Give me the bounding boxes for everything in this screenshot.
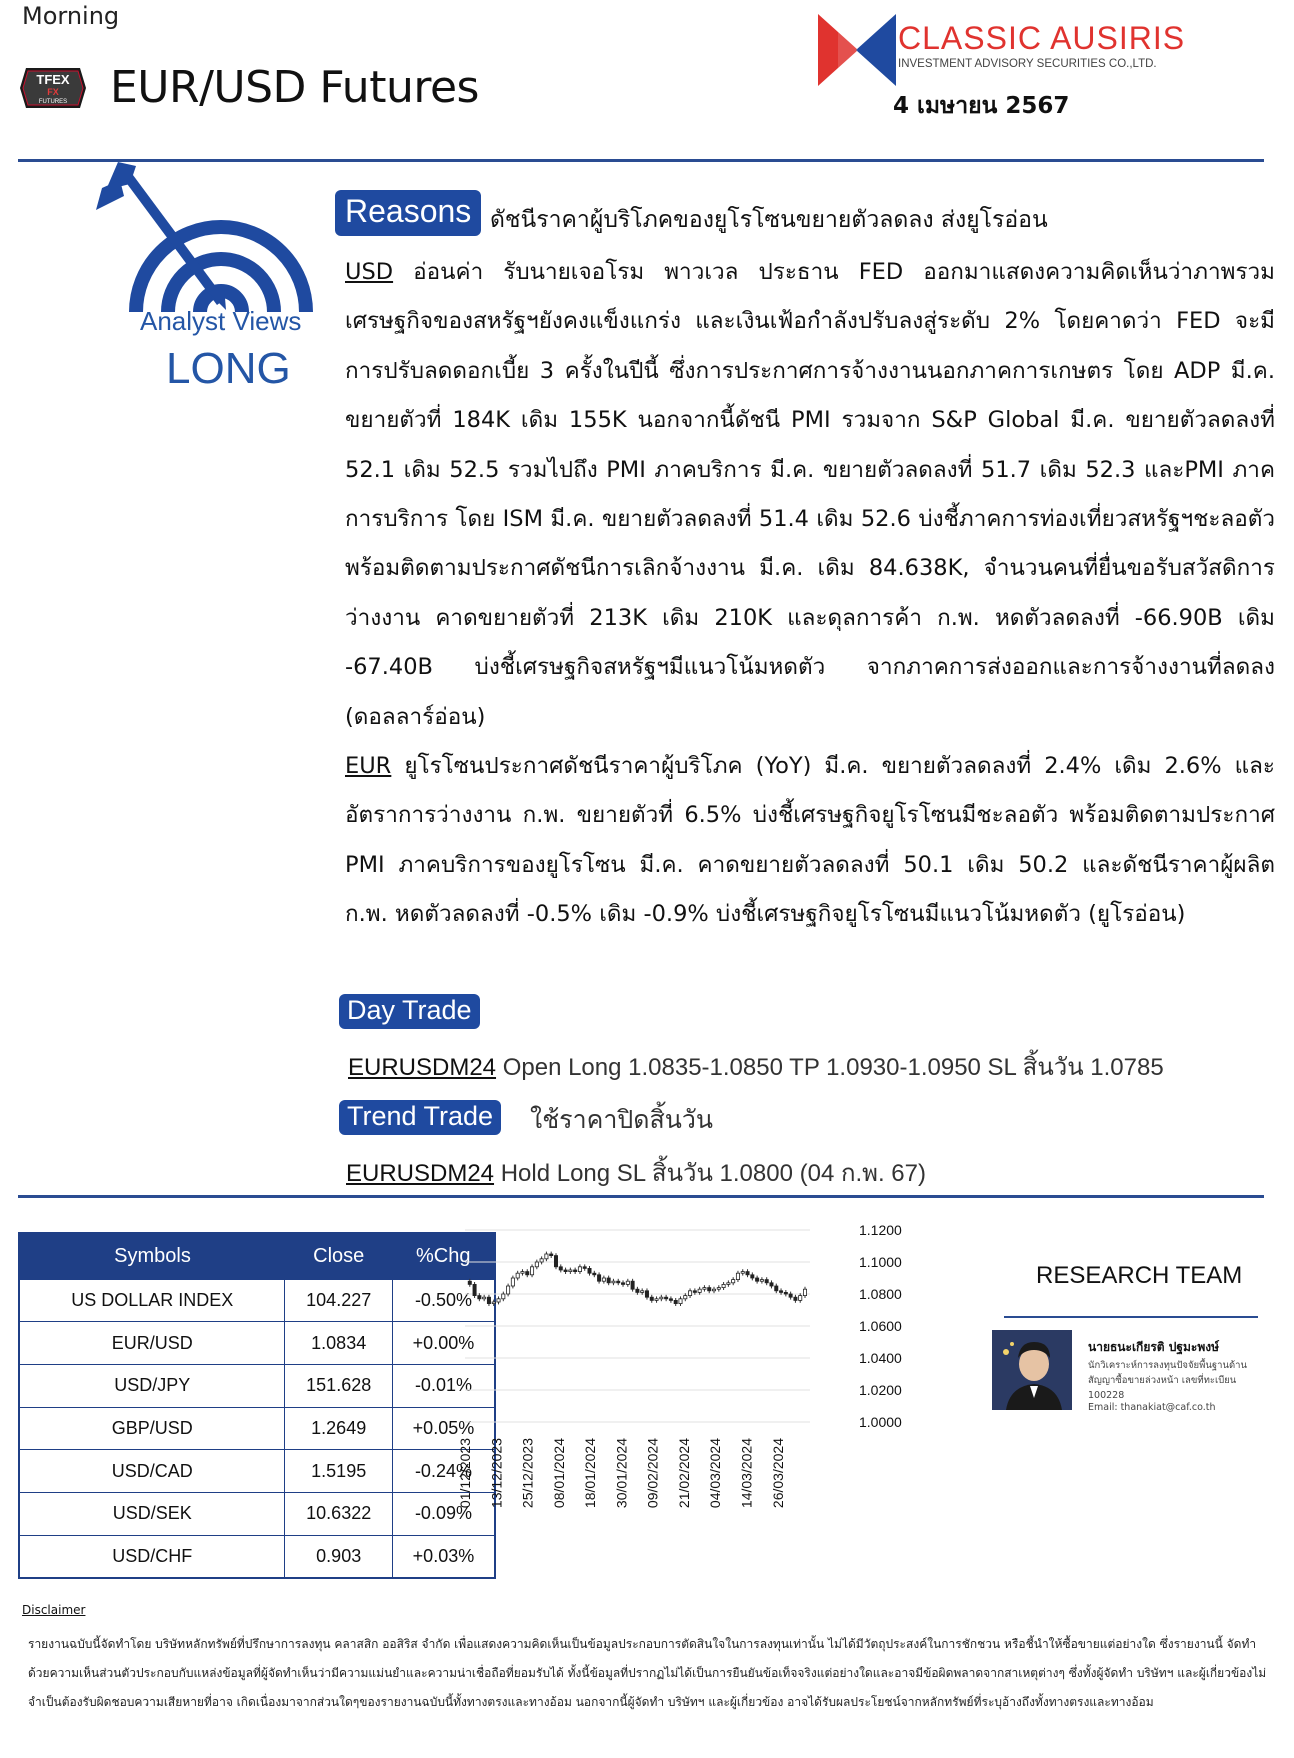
disclaimer-text: รายงานฉบับนี้จัดทำโดย บริษัทหลักทรัพย์ที่ปรึกษาการลงทุน คลาสสิก ออสิริส จำกัด เพื่อแสดงความคิดเห็นเป็นข้อมูลประกอบการตัดสินใจในการลงทุนเท่านั้น ไม่ได้มีวัตถุประสงค์ในการชักชวน หรือชี้นำให้ซื้อขายแต่อย่างใด ซึ่งรายงานนี้ จัดทำด้วยความเห็นส่วนตัวประกอบกับแหล่งข้อมูลที่ผู้จัดทำเห็นว่ามีความแม่นยำและความน่าเชื่อถือที่ยอมรับได้ ทั้งนี้ข้อมูลที่ปรากฏไม่ได้เป็นการยืนยันข้อเท็จจริงแต่อย่างใดและอาจมีข้อผิดพลาดจากสาเหตุต่างๆ ซึ่งทั้งผู้จัดทำ บริษัทฯ และผู้เกี่ยวข้องไม่จำเป็นต้องรับผิดชอบความเสียหายที่อาจ เกิดเนื่องมาจากส่วนใดๆของรายงานฉบับนี้ทั้งทางตรงและทางอ้อม นอกจากนี้ผู้จัดทำ บริษัทฯ และผู้เกี่ยวข้อง อาจได้รับผลประโยชน์จากหลักทรัพย์ที่ระบุอ้างถึงทั้งทางตรงและทางอ้อม [28,1637,1267,1709]
candle-body [722,1284,725,1287]
close-cell: 104.227 [285,1279,392,1322]
symbol-cell: USD/CHF [19,1535,285,1578]
symbol-cell: USD/SEK [19,1492,285,1535]
symbol-cell: USD/JPY [19,1364,285,1407]
candle-body [564,1270,567,1272]
y-tick-label: 1.0200 [859,1382,902,1398]
table-row [19,1322,495,1365]
close-cell: 1.5195 [285,1450,392,1493]
symbol-cell: EUR/USD [19,1322,285,1365]
disclaimer-title: Disclaimer [22,1603,86,1617]
y-tick-label: 1.0800 [859,1286,902,1302]
brand-name: CLASSIC AUSIRIS [898,20,1186,56]
candle-body [535,1262,538,1267]
eurusd-price-chart [457,1222,985,1592]
day-trade-text: Open Long 1.0835-1.0850 TP 1.0930-1.0950 SL สิ้นวัน 1.0785 [496,1054,1164,1081]
trend-trade-line [346,1153,926,1192]
analyst-view-value: LONG [166,344,291,393]
x-tick-label: 13/12/2023 [488,1438,505,1509]
y-tick-label: 1.1000 [859,1254,902,1270]
candle-body [473,1284,476,1295]
x-tick-label: 26/03/2024 [769,1438,786,1509]
symbol-cell: GBP/USD [19,1407,285,1450]
candle-body [741,1272,744,1274]
quotes-table [18,1232,496,1579]
table-row [19,1407,495,1450]
candle-body [789,1294,792,1297]
analyst-avatar [992,1330,1072,1410]
candle-body [492,1302,495,1304]
candle-body [645,1291,648,1297]
close-cell: 10.6322 [285,1492,392,1535]
research-team-title: RESEARCH TEAM [1036,1262,1243,1289]
svg-text:FX: FX [47,87,59,97]
candle-body [521,1272,524,1274]
reasons-tag: Reasons [335,190,481,236]
x-tick-label: 30/01/2024 [613,1438,630,1509]
brand-subtitle: INVESTMENT ADVISORY SECURITIES CO.,LTD. [898,58,1157,70]
usd-paragraph [345,248,1275,742]
candle-body [760,1280,763,1282]
trend-trade-tag: Trend Trade [339,1100,501,1135]
table-header-row [19,1233,495,1279]
table-row [19,1535,495,1578]
candle-body [487,1297,490,1303]
candle-body [674,1300,677,1303]
candle-body [497,1299,500,1302]
y-tick-label: 1.0400 [859,1350,902,1366]
table-row [19,1364,495,1407]
candle-body [708,1288,711,1291]
eur-label: EUR [345,753,392,779]
column-header-chg: %Chg [392,1233,495,1279]
chg-cell: -0.01% [392,1364,495,1407]
chg-cell: +0.00% [392,1322,495,1365]
usd-label: USD [345,259,394,285]
candle-body [621,1283,624,1285]
trend-trade-symbol: EURUSDM24 [346,1160,495,1187]
research-team-divider [1004,1316,1258,1318]
close-cell: 151.628 [285,1364,392,1407]
candle-body [794,1297,797,1300]
y-tick-label: 1.0600 [859,1318,902,1334]
analyst-name: นายธนะเกียรติ ปฐมะพงษ์ [1088,1340,1220,1354]
candle-body [650,1297,653,1300]
close-cell: 0.903 [285,1535,392,1578]
candle-body [502,1294,505,1299]
candle-body [717,1288,720,1290]
chg-cell: -0.24% [392,1450,495,1493]
candle-body [770,1283,773,1286]
eur-paragraph [345,742,1275,940]
analyst-views-label: Analyst Views [140,306,302,336]
candle-body [779,1291,782,1293]
reasons-headline: ดัชนีราคาผู้บริโภคของยูโรโซนขยายตัวลดลง ส่งยูโรอ่อน [490,207,1048,233]
analyst-email: Email: thanakiat@caf.co.th [1088,1402,1216,1413]
candle-body [679,1299,682,1304]
column-header-symbols: Symbols [19,1233,285,1279]
x-tick-label: 14/03/2024 [738,1438,755,1509]
x-tick-label: 09/02/2024 [644,1438,661,1509]
candle-body [559,1267,562,1270]
table-row [19,1492,495,1535]
candle-body [607,1278,610,1283]
x-tick-label: 04/03/2024 [707,1438,724,1509]
candle-body [703,1288,706,1290]
table-row [19,1279,495,1322]
symbol-cell: US DOLLAR INDEX [19,1279,285,1322]
day-trade-symbol: EURUSDM24 [348,1054,497,1081]
candle-body [655,1299,658,1301]
candle-body [574,1270,577,1272]
candle-body [578,1267,581,1272]
candle-body [641,1291,644,1293]
edition-label: Morning [22,2,120,30]
x-tick-label: 01/12/2023 [457,1438,473,1509]
content-divider [18,1195,1264,1198]
column-header-close: Close [285,1233,392,1279]
candle-body [617,1281,620,1283]
close-cell: 1.0834 [285,1322,392,1365]
candle-body [688,1291,691,1296]
trend-trade-note: ใช้ราคาปิดสิ้นวัน [530,1105,713,1134]
table-row [19,1450,495,1493]
candle-body [516,1273,519,1278]
candle-body [693,1291,696,1293]
candle-body [684,1296,687,1299]
candle-body [712,1289,715,1291]
trend-trade-text: Hold Long SL สิ้นวัน 1.0800 (04 ก.พ. 67) [494,1160,926,1187]
candle-body [746,1272,749,1275]
chg-cell: -0.50% [392,1279,495,1322]
candle-body [665,1297,668,1299]
candle-body [602,1278,605,1281]
x-tick-label: 25/12/2023 [519,1438,536,1509]
candle-body [698,1289,701,1292]
analyst-role: นักวิเคราะห์การลงทุนปัจจัยพื้นฐานด้านสัญญาซื้อขายล่วงหน้า เลขที่ทะเบียน 100228 [1088,1360,1247,1401]
candle-body [478,1296,481,1299]
candle-body [540,1259,543,1262]
close-cell: 1.2649 [285,1407,392,1450]
candle-body [511,1278,514,1286]
candle-body [765,1280,768,1283]
candle-body [545,1254,548,1259]
y-tick-label: 1.0000 [859,1414,902,1430]
candle-body [526,1272,529,1275]
candle-body [468,1281,471,1284]
y-tick-label: 1.1200 [859,1222,902,1238]
day-trade-tag: Day Trade [339,994,480,1029]
candle-body [612,1281,615,1283]
svg-text:FUTURES: FUTURES [38,99,68,105]
candle-body [736,1273,739,1279]
page-title: EUR/USD Futures [110,62,479,113]
candle-body [631,1281,634,1289]
symbol-cell: USD/CAD [19,1450,285,1493]
candle-body [506,1286,509,1294]
candle-body [593,1273,596,1275]
candle-body [756,1278,759,1281]
day-trade-line [348,1047,1164,1086]
candle-body [554,1256,557,1267]
brand-logo-icon [818,14,896,86]
svg-text:TFEX: TFEX [36,72,70,87]
x-tick-label: 21/02/2024 [675,1438,692,1509]
chg-cell: +0.03% [392,1535,495,1578]
chg-cell: -0.09% [392,1492,495,1535]
candle-body [550,1254,553,1256]
candle-body [799,1296,802,1301]
candle-body [597,1275,600,1281]
tfex-logo-icon [20,64,86,112]
x-tick-label: 18/01/2024 [582,1438,599,1509]
candle-body [483,1297,486,1299]
candle-body [569,1270,572,1272]
candle-body [626,1281,629,1284]
candle-body [669,1299,672,1301]
candle-body [775,1286,778,1291]
candle-body [784,1292,787,1294]
candle-body [636,1289,639,1292]
eur-text: ยูโรโซนประกาศดัชนีราคาผู้บริโภค (YoY) มี.ค. ขยายตัวลดลงที่ 2.4% เดิม 2.6% และอัตราการว่างงาน ก.พ. ขยายตัวที่ 6.5% บ่งชี้เศรษฐกิจยูโรโซนมีชะลอตัว พร้อมติดตามประกาศ PMI ภาคบริการของยูโรโซน มี.ค. คาดขยายตัวลดลงที่ 50.1 เดิม 50.2 และดัชนีราคาผู้ผลิต ก.พ. หดตัวลดลงที่ -0.5% เดิม -0.9% บ่งชี้เศรษฐกิจยูโรโซนมีแนวโน้มหดตัว (ยูโรอ่อน) [345,753,1275,928]
report-date: 4 เมษายน 2567 [893,93,1070,119]
x-tick-label: 08/01/2024 [550,1438,567,1509]
candle-body [588,1268,591,1273]
candle-body [732,1280,735,1283]
chg-cell: +0.05% [392,1407,495,1450]
candle-body [727,1283,730,1285]
usd-text: อ่อนค่า รับนายเจอโรม พาวเวล ประธาน FED ออกมาแสดงความคิดเห็นว่าภาพรวมเศรษฐกิจของสหรัฐฯยังคงแข็งแกร่ง และเงินเฟ้อกำลังปรับลงสู่ระดับ 2% โดยคาดว่า FED จะมีการปรับลดดอกเบี้ย 3 ครั้งในปีนี้ ซึ่งการประกาศการจ้างงานนอกภาคการเกษตร โดย ADP มี.ค. ขยายตัวที่ 184K เดิม 155K นอกจากนี้ดัชนี PMI รวมจาก S&P Global มี.ค. ขยายตัวลดลงที่ 52.1 เดิม 52.5 รวมไปถึง PMI ภาคบริการ มี.ค. ขยายตัวลดลงที่ 51.7 เดิม 52.3 และPMI ภาคการบริการ โดย ISM มี.ค. ขยายตัวลดลงที่ 51.4 เดิม 52.6 บ่งชี้ภาคการท่องเที่ยวสหรัฐฯชะลอตัว พร้อมติดตามประกาศดัชนีการเลิกจ้างงาน มี.ค. เดิม 84.638K, จำนวนคนที่ยื่นขอรับสวัสดิการว่างงาน คาดขยายตัวที่ 213K เดิม 210K และดุลการค้า ก.พ. หดตัวลดลงที่ -66.90B เดิม -67.40B บ่งชี้เศรษฐกิจสหรัฐฯมีแนวโน้มหดตัว จากภาคการส่งออกและการจ้างงานที่ลดลง (ดอลลาร์อ่อน) [345,259,1275,730]
candle-body [530,1267,533,1275]
candle-body [583,1267,586,1269]
candle-body [803,1289,806,1295]
candle-body [751,1275,754,1278]
candle-body [660,1297,663,1299]
